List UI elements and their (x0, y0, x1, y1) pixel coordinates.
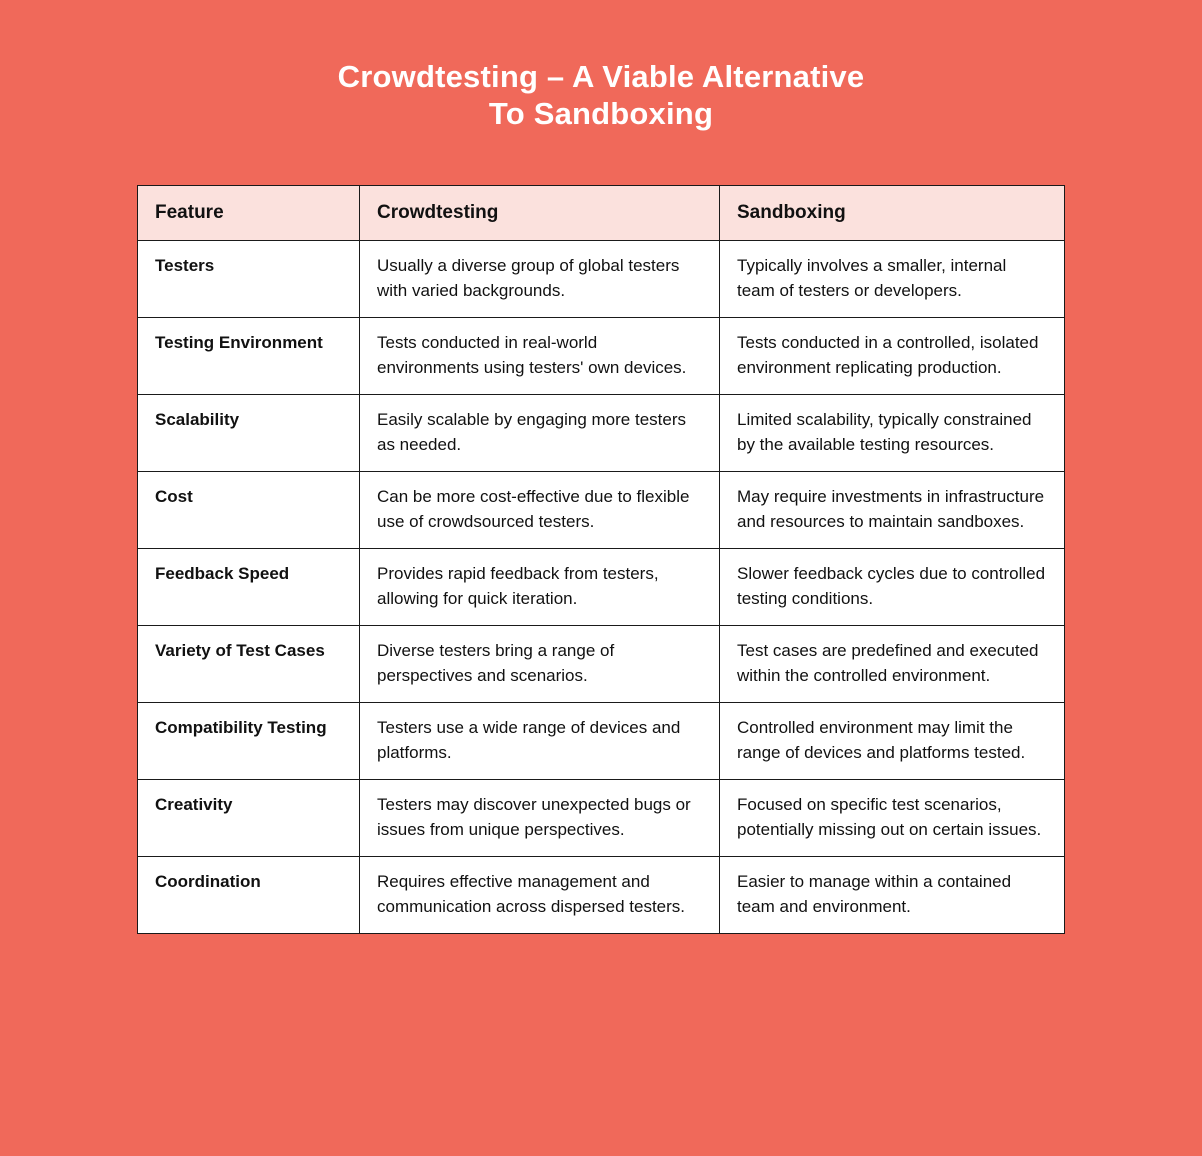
feature-cell: Variety of Test Cases (138, 626, 360, 703)
sandboxing-cell: Tests conducted in a controlled, isolated environment replicating production. (720, 318, 1065, 395)
sandboxing-cell: Limited scalability, typically constrained by the available testing resources. (720, 395, 1065, 472)
table-row (138, 780, 1065, 857)
sandboxing-cell: Focused on specific test scenarios, potentially missing out on certain issues. (720, 780, 1065, 857)
crowdtesting-cell: Diverse testers bring a range of perspectives and scenarios. (360, 626, 720, 703)
table-header-row (138, 186, 1065, 241)
page-title-line-2: To Sandboxing (488, 96, 714, 131)
column-header-feature: Feature (138, 186, 360, 241)
sandboxing-cell: Controlled environment may limit the range of devices and platforms tested. (720, 703, 1065, 780)
column-header-crowdtesting: Crowdtesting (360, 186, 720, 241)
crowdtesting-cell: Tests conducted in real-world environments using testers' own devices. (360, 318, 720, 395)
comparison-table-container (137, 185, 1064, 934)
table-row (138, 549, 1065, 626)
feature-cell: Scalability (138, 395, 360, 472)
comparison-table (137, 185, 1065, 934)
table-row (138, 472, 1065, 549)
crowdtesting-cell: Provides rapid feedback from testers, allowing for quick iteration. (360, 549, 720, 626)
crowdtesting-cell: Requires effective management and communication across dispersed testers. (360, 857, 720, 934)
crowdtesting-cell: Usually a diverse group of global testers with varied backgrounds. (360, 241, 720, 318)
crowdtesting-cell: Easily scalable by engaging more testers as needed. (360, 395, 720, 472)
table-row (138, 395, 1065, 472)
table-row (138, 241, 1065, 318)
feature-cell: Cost (138, 472, 360, 549)
sandboxing-cell: Easier to manage within a contained team and environment. (720, 857, 1065, 934)
feature-cell: Compatibility Testing (138, 703, 360, 780)
feature-cell: Testing Environment (138, 318, 360, 395)
page-title (0, 58, 1202, 132)
feature-cell: Coordination (138, 857, 360, 934)
feature-cell: Feedback Speed (138, 549, 360, 626)
feature-cell: Testers (138, 241, 360, 318)
page-title-line-1: Crowdtesting – A Viable Alternative (337, 59, 865, 94)
column-header-sandboxing: Sandboxing (720, 186, 1065, 241)
crowdtesting-cell: Can be more cost-effective due to flexible use of crowdsourced testers. (360, 472, 720, 549)
table-row (138, 626, 1065, 703)
feature-cell: Creativity (138, 780, 360, 857)
table-row (138, 703, 1065, 780)
sandboxing-cell: May require investments in infrastructure and resources to maintain sandboxes. (720, 472, 1065, 549)
table-row (138, 318, 1065, 395)
crowdtesting-cell: Testers use a wide range of devices and platforms. (360, 703, 720, 780)
sandboxing-cell: Test cases are predefined and executed within the controlled environment. (720, 626, 1065, 703)
crowdtesting-cell: Testers may discover unexpected bugs or issues from unique perspectives. (360, 780, 720, 857)
sandboxing-cell: Typically involves a smaller, internal team of testers or developers. (720, 241, 1065, 318)
sandboxing-cell: Slower feedback cycles due to controlled testing conditions. (720, 549, 1065, 626)
table-row (138, 857, 1065, 934)
